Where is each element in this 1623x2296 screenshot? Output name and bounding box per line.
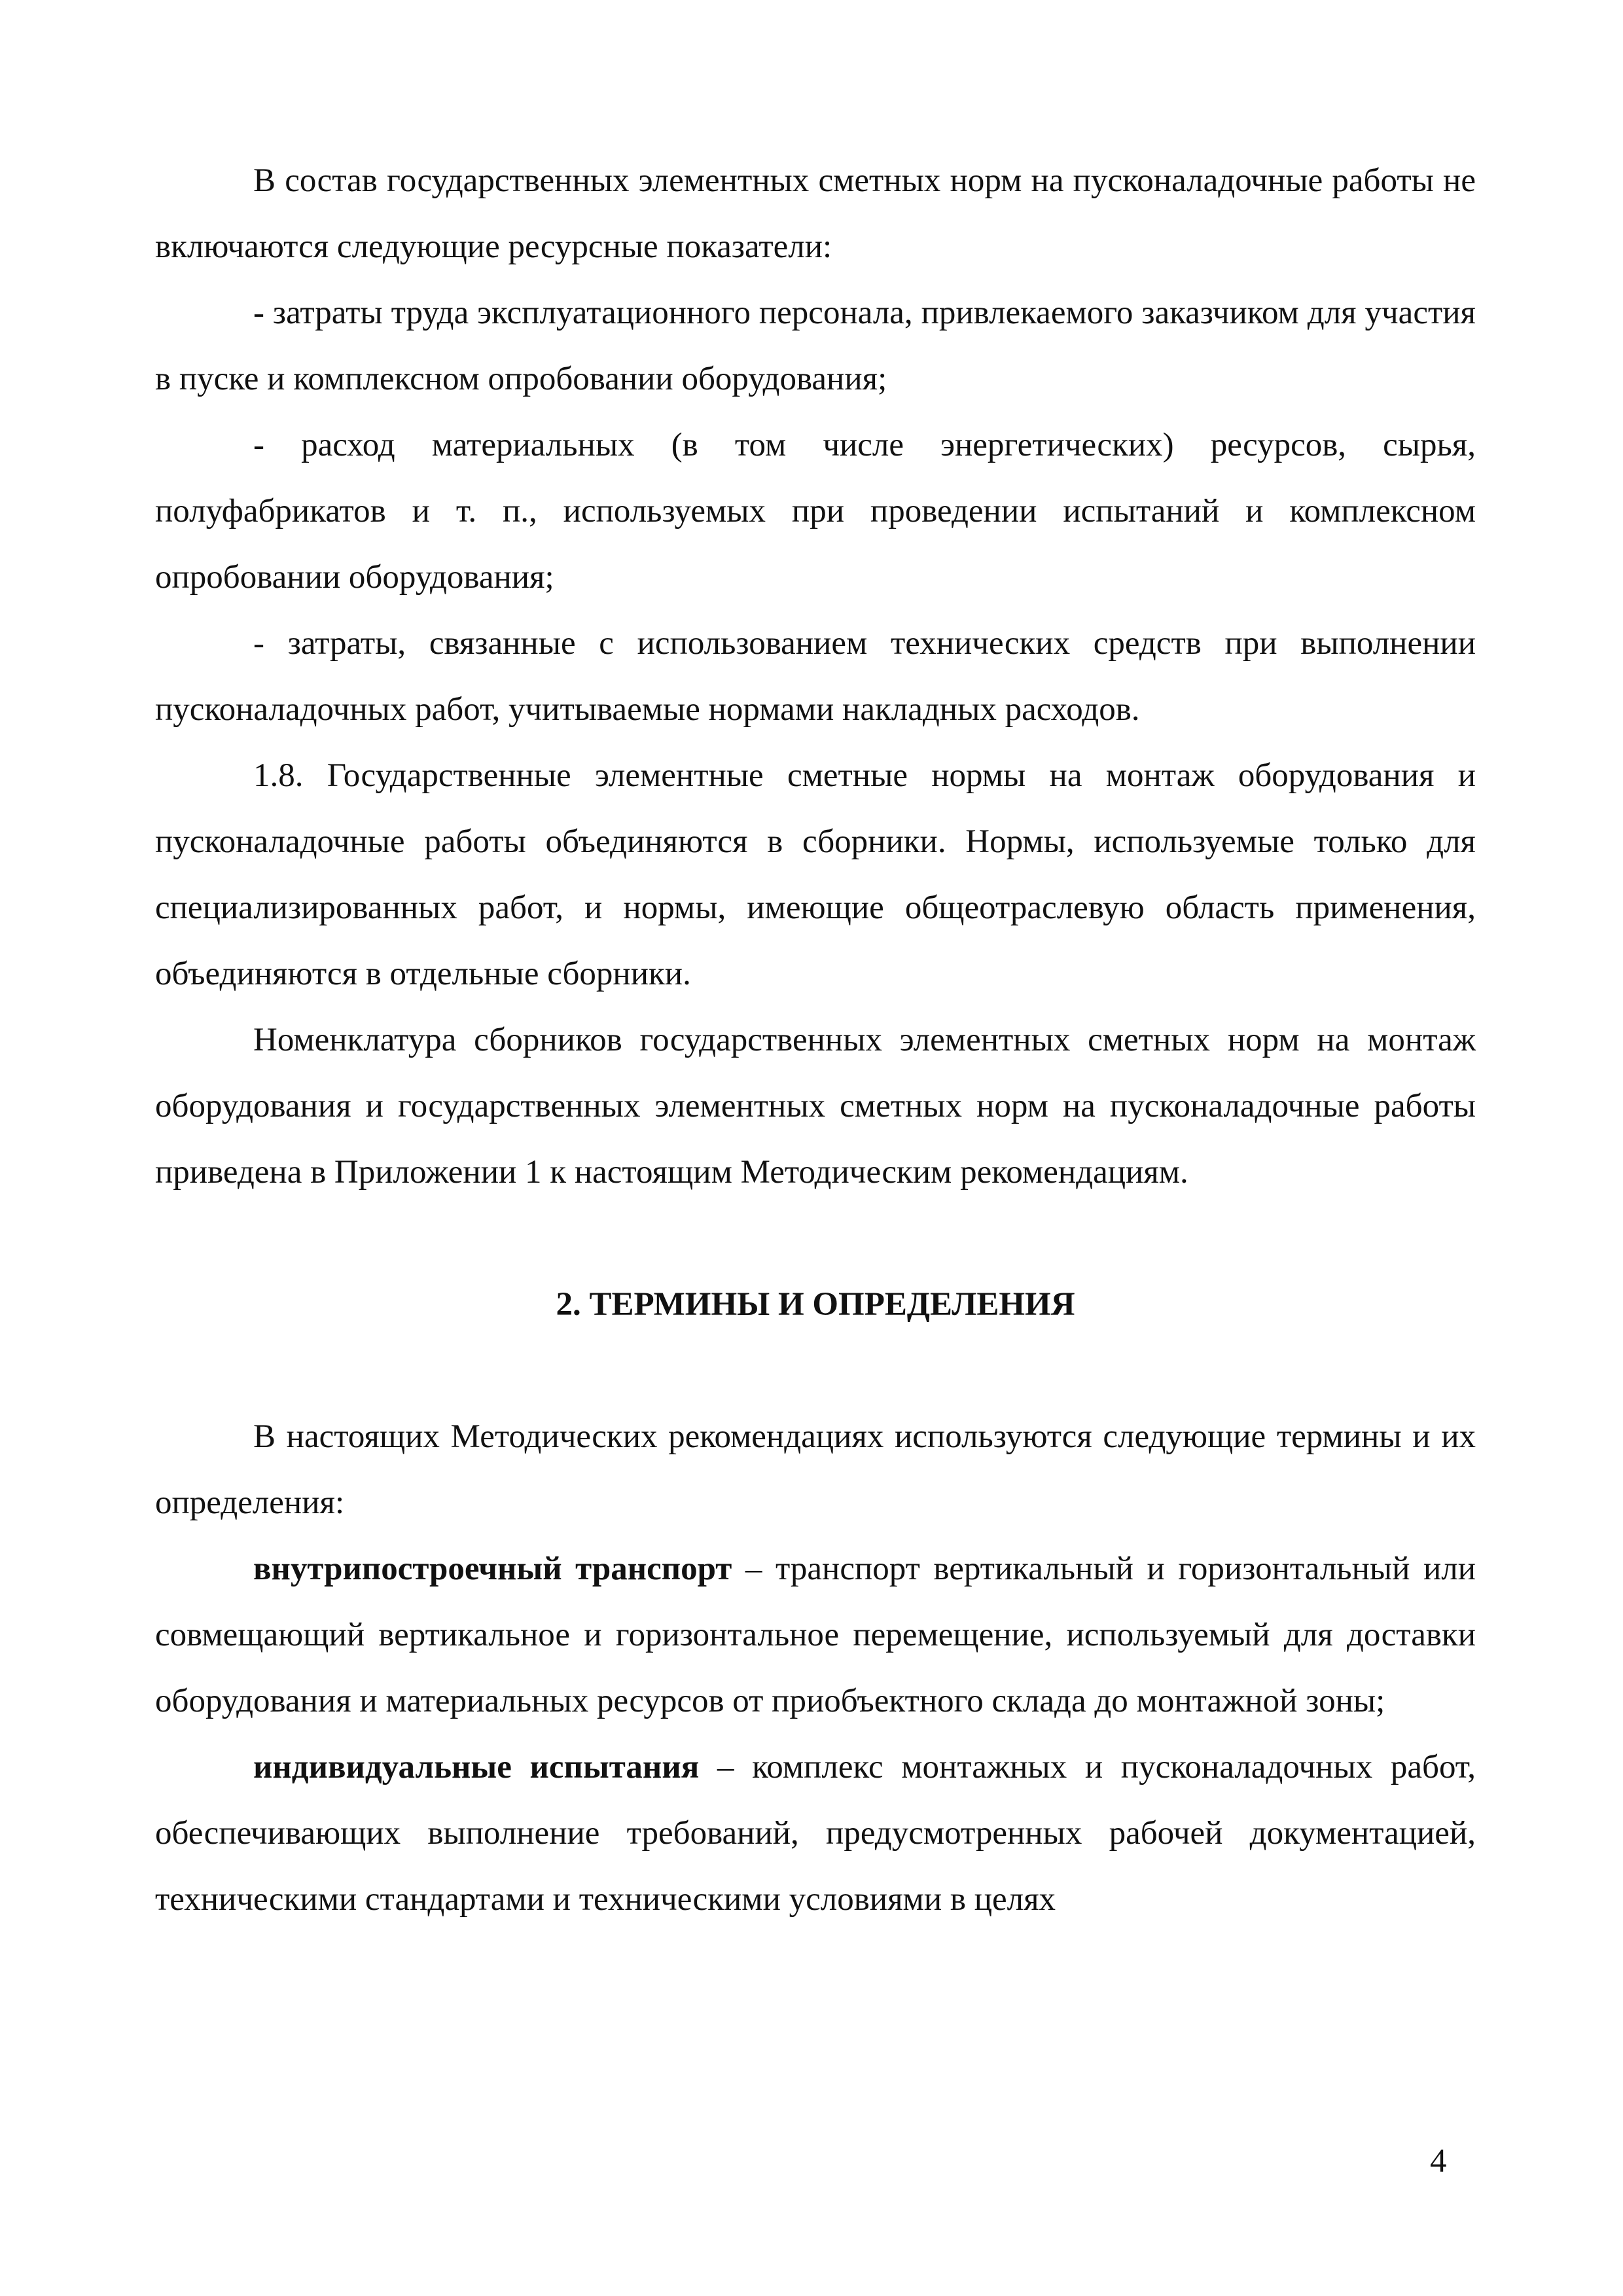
definition-individual-tests [155, 1734, 1476, 1933]
paragraph-composition: В состав государственных элементных сметных норм на пусконаладочные работы не включаются следующие ресурсные показатели: [155, 162, 1476, 265]
definition-term: индивидуальные испытания [253, 1749, 700, 1785]
paragraph-labor-costs: - затраты труда эксплуатационного персонала, привлекаемого заказчиком для участия в пуске и комплексном опробовании оборудования; [155, 295, 1476, 397]
definition-text: – транспорт вертикальный и горизонтальный или совмещающий вертикальное и горизонтальное перемещение, используемый для доставки оборудования и материальных ресурсов от приобъектного склада до монтажной зоны; [155, 1551, 1476, 1719]
section-heading: 2. ТЕРМИНЫ И ОПРЕДЕЛЕНИЯ [556, 1286, 1075, 1323]
document-page [155, 148, 1476, 1933]
definition-text: – комплекс монтажных и пусконаладочных работ, обеспечивающих выполнение требований, предусмотренных рабочей документацией, техническими стандартами и техническими условиями в целях [155, 1749, 1476, 1918]
spacer [155, 1338, 1476, 1404]
paragraph-technical-means: - затраты, связанные с использованием технических средств при выполнении пусконаладочных работ, учитываемые нормами накладных расходов. [155, 625, 1476, 728]
paragraph-material-costs: - расход материальных (в том числе энергетических) ресурсов, сырья, полуфабрикатов и т. п., используемых при проведении испытаний и комплексном опробовании оборудования; [155, 427, 1476, 596]
definition-internal-transport [155, 1536, 1476, 1734]
definition-term: внутрипостроечный транспорт [253, 1551, 732, 1587]
paragraph-intro: В настоящих Методических рекомендациях используются следующие термины и их определения: [155, 1418, 1476, 1521]
spacer [155, 1206, 1476, 1272]
paragraph-1-8: 1.8. Государственные элементные сметные нормы на монтаж оборудования и пусконаладочные работы объединяются в сборники. Нормы, используемые только для специализированных работ, и нормы, имеющие общеотраслевую область применения, объединяются в отдельные сборники. [155, 757, 1476, 992]
paragraph-nomenclature: Номенклатура сборников государственных элементных сметных норм на монтаж оборудования и государственных элементных сметных норм на пусконаладочные работы приведена в Приложении 1 к настоящим Методическим рекомендациям. [155, 1022, 1476, 1191]
page-number: 4 [1430, 2143, 1447, 2179]
